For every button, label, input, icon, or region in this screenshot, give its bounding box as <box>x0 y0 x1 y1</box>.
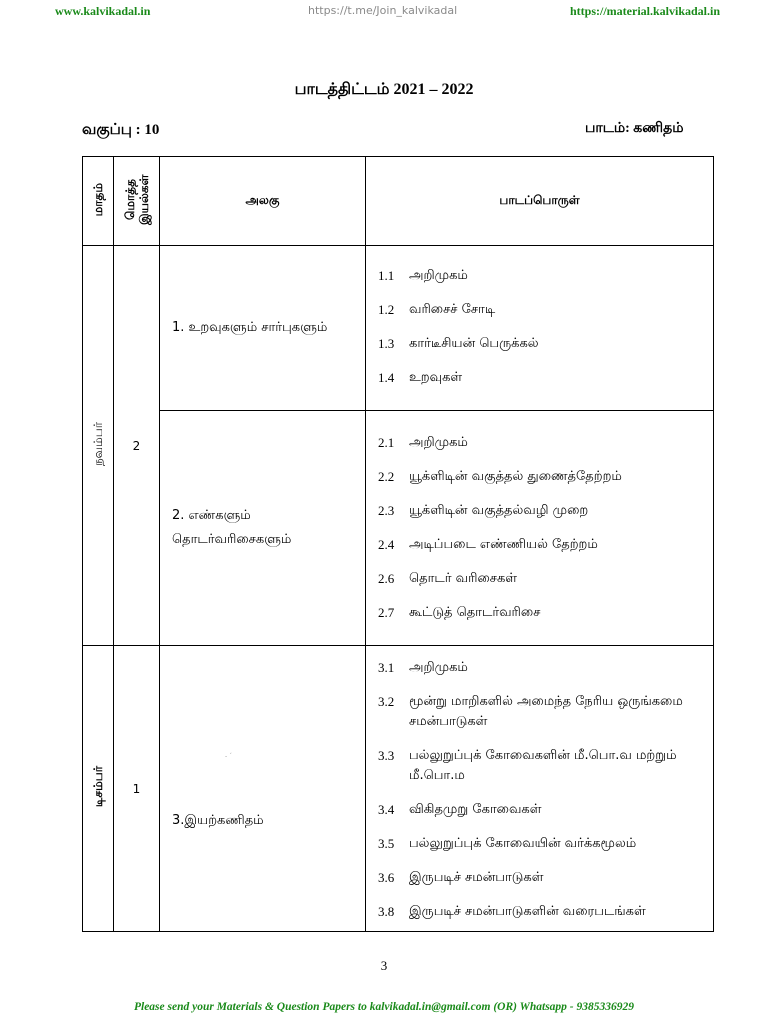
table-row <box>83 646 714 932</box>
header-material-link[interactable]: https://material.kalvikadal.in <box>570 4 721 18</box>
list-item: 2.6 தொடர் வரிசைகள் <box>378 571 517 586</box>
month-cell: டிசம்பர் <box>83 646 114 932</box>
syllabus-table <box>82 156 714 932</box>
header-content: பாடப்பொருள் <box>366 157 714 246</box>
list-item: 3.8 இருபடிச் சமன்பாடுகளின் வரைபடங்கள் <box>378 904 646 919</box>
periods-cell: 2 <box>114 246 160 646</box>
table-row <box>83 246 714 411</box>
header-periods: மொத்த இயல்கள் <box>114 157 160 246</box>
periods-cell: 1 <box>114 646 160 932</box>
list-item: 2.1 அறிமுகம் <box>378 435 468 450</box>
header-month: மாதம் <box>83 157 114 246</box>
list-item: 2.7 கூட்டுத் தொடர்வரிசை <box>378 605 541 620</box>
list-item: 2.2 யூக்ளிடின் வகுத்தல் துணைத்தேற்றம் <box>378 469 622 484</box>
class-label: வகுப்பு : 10 <box>82 122 160 138</box>
stray-mark: - ˊ <box>224 752 233 760</box>
table-row <box>83 411 714 646</box>
list-item: 3.1 அறிமுகம் <box>378 660 468 675</box>
content-cell <box>366 246 714 411</box>
list-item: 3.4 விகிதமுறு கோவைகள் <box>378 802 542 817</box>
page-number: 3 <box>380 958 388 973</box>
unit-cell: 1. உறவுகளும் சார்புகளும் <box>160 246 366 411</box>
unit-cell: - ˊ 3.இயற்கணிதம் <box>160 646 366 932</box>
list-item: 3.6 இருபடிச் சமன்பாடுகள் <box>378 870 544 885</box>
header-site-link[interactable]: www.kalvikadal.in <box>55 4 151 18</box>
list-item: 1.1 அறிமுகம் <box>378 268 468 283</box>
list-item: 3.2 மூன்று மாறிகளில் அமைந்த நேரிய ஒருங்கமை சமன்பாடுகள் <box>378 694 683 729</box>
header-unit: அலகு <box>160 157 366 246</box>
month-cell: நவம்பர் <box>83 246 114 646</box>
list-item: 3.3 பல்லுறுப்புக் கோவைகளின் மீ.பொ.வ மற்றும் மீ.பொ.ம <box>378 748 677 783</box>
list-item: 2.4 அடிப்படை எண்ணியல் தேற்றம் <box>378 537 598 552</box>
header-telegram-link[interactable]: https://t.me/Join_kalvikadal <box>308 4 458 17</box>
content-cell <box>366 646 714 932</box>
list-item: 3.5 பல்லுறுப்புக் கோவையின் வர்க்கமூலம் <box>378 836 637 851</box>
list-item: 1.3 கார்டீசியன் பெருக்கல் <box>378 336 539 351</box>
list-item: 1.4 உறவுகள் <box>378 370 463 385</box>
page-title: பாடத்திட்டம் 2021 – 2022 <box>294 81 474 98</box>
subject-label: பாடம்: கணிதம் <box>585 121 684 136</box>
table-header-row <box>83 157 714 246</box>
list-item: 1.2 வரிசைச் சோடி <box>378 302 496 317</box>
footer-contact[interactable]: Please send your Materials & Question Papers to kalvikadal.in@gmail.com (OR) Whatsapp - 9385336929 <box>133 1001 635 1013</box>
unit-cell: 2. எண்களும் தொடர்வரிசைகளும் <box>160 411 366 646</box>
content-cell <box>366 411 714 646</box>
list-item: 2.3 யூக்ளிடின் வகுத்தல்வழி முறை <box>378 503 589 518</box>
